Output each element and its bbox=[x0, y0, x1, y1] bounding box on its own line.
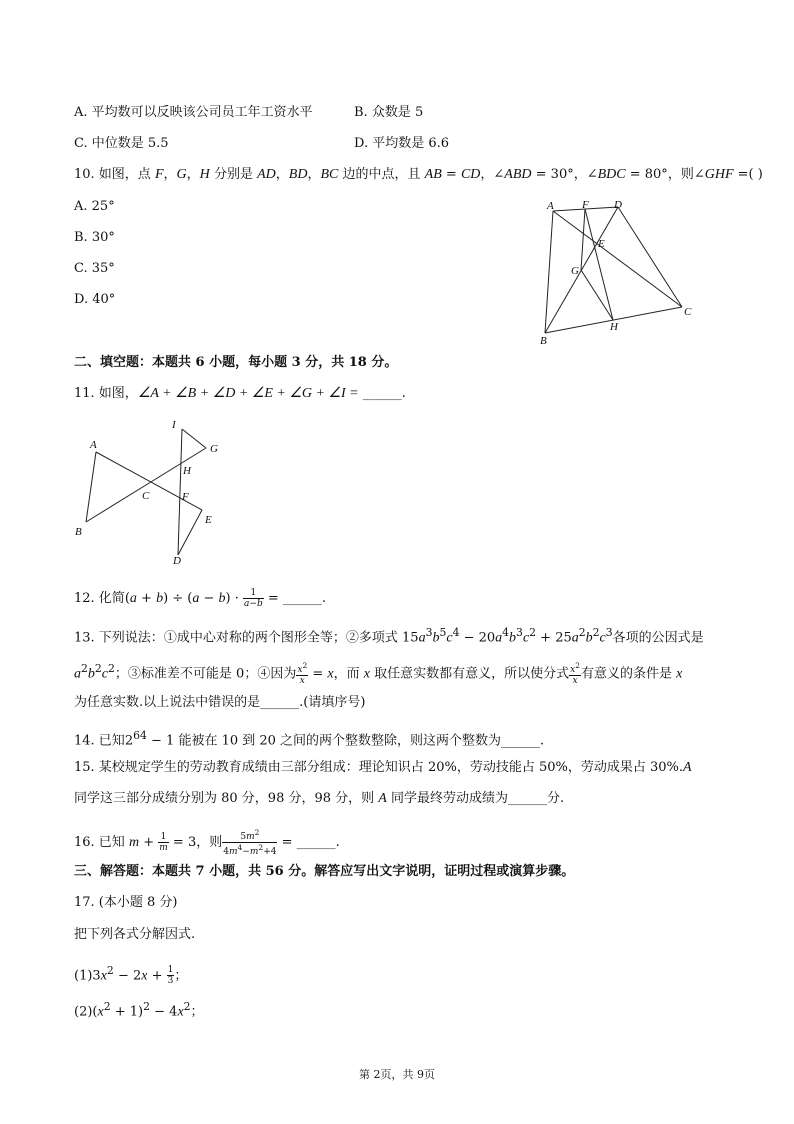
point-label-c: C bbox=[684, 306, 692, 318]
point-label-d: D bbox=[173, 555, 181, 567]
point-label-g: G bbox=[571, 265, 579, 277]
point-label-h: H bbox=[183, 465, 191, 477]
q10-option-a: A. 25° bbox=[74, 199, 115, 214]
q17-part-2: $(2)(x^2 + 1)^2 - 4x^2$； bbox=[74, 1000, 204, 1020]
section-3-heading: 三、解答题：本题共 7 小题，共 56 分。解答应写出文字说明，证明过程或演算步骤。 bbox=[74, 864, 575, 879]
q12-stem: 12. 化简(a + b) ÷ (a − b) · $\frac{1}{a-b}$ = ______. bbox=[74, 588, 327, 609]
q11-stem: 11. 如图，∠A + ∠B + ∠D + ∠E + ∠G + ∠I = ______. bbox=[74, 386, 406, 401]
point-label-a: A bbox=[547, 200, 554, 212]
point-label-c: C bbox=[142, 490, 150, 502]
q10-figure bbox=[530, 196, 700, 348]
q13-line-1: 13. 下列说法：①成中心对称的两个图形全等；②多项式 $15a^3b^5c^4 - 20a^4b^3c^2 + 25a^2b^2c^3$各项的公因式是 bbox=[74, 626, 704, 646]
q9-option-c: C. 中位数是 5.5 bbox=[74, 136, 169, 151]
point-label-b: B bbox=[75, 526, 82, 538]
q14-stem: 14. 已知$2^{64} - 1$ 能被在 10 到 20 之间的两个整数整除，则这两个整数为______. bbox=[74, 729, 545, 749]
q15-line-1: 15. 某校规定学生的劳动教育成绩由三部分组成：理论知识占 20%，劳动技能占 50%，劳动成果占 30%.A bbox=[74, 760, 692, 775]
q17-part-1: $(1)3x^2 - 2x$ + $\frac{1}{3}$ ； bbox=[74, 964, 188, 987]
q10-stem: 10. 如图，点 F，G，H 分别是 AD，BD，BC 边的中点，且 AB = CD，∠ABD = 30°，∠BDC = 80°，则∠GHF =( ) bbox=[74, 167, 763, 182]
point-label-f: F bbox=[582, 199, 589, 211]
point-label-a: A bbox=[90, 439, 97, 451]
q13-line-3: 为任意实数.以上说法中错误的是______.(请填序号) bbox=[74, 695, 366, 710]
point-label-e: E bbox=[205, 514, 212, 526]
q16-stem: 16. 已知 m + $\frac{1}{m}$ = 3，则 $\frac{5m^2}{4m^4-m^2+4}$ = ______. bbox=[74, 828, 340, 857]
point-label-h: H bbox=[610, 321, 618, 333]
q17-title: 17. (本小题 8 分) bbox=[74, 895, 178, 910]
q9-option-d: D. 平均数是 6.6 bbox=[354, 136, 450, 151]
point-label-g: G bbox=[210, 443, 218, 455]
point-label-e: E bbox=[598, 238, 605, 250]
q17-instruction: 把下列各式分解因式. bbox=[74, 927, 196, 942]
q10-option-b: B. 30° bbox=[74, 230, 115, 245]
q9-option-b: B. 众数是 5 bbox=[354, 105, 424, 120]
q10-option-d: D. 40° bbox=[74, 292, 116, 307]
q15-line-2: 同学这三部分成绩分别为 80 分，98 分，98 分，则 A 同学最终劳动成绩为______分. bbox=[74, 791, 565, 806]
point-label-d: D bbox=[614, 199, 622, 211]
section-2-heading: 二、填空题：本题共 6 小题，每小题 3 分，共 18 分。 bbox=[74, 355, 398, 370]
point-label-b: B bbox=[540, 335, 547, 347]
q10-option-c: C. 35° bbox=[74, 261, 115, 276]
point-label-i: I bbox=[172, 419, 176, 431]
q11-figure bbox=[70, 412, 230, 572]
q9-option-a: A. 平均数可以反映该公司员工年工资水平 bbox=[74, 105, 313, 120]
q13-line-2: $a^2b^2c^2$；③标准差不可能是 0；④因为 $\frac{x^2}{x}$ = x，而 x 取任意实数都有意义，所以使分式 $\frac{x^2}{x}$ 有意义的条件是 x bbox=[74, 661, 683, 687]
page-footer: 第 2页，共 9页 bbox=[359, 1068, 435, 1081]
point-label-f: F bbox=[182, 491, 189, 503]
